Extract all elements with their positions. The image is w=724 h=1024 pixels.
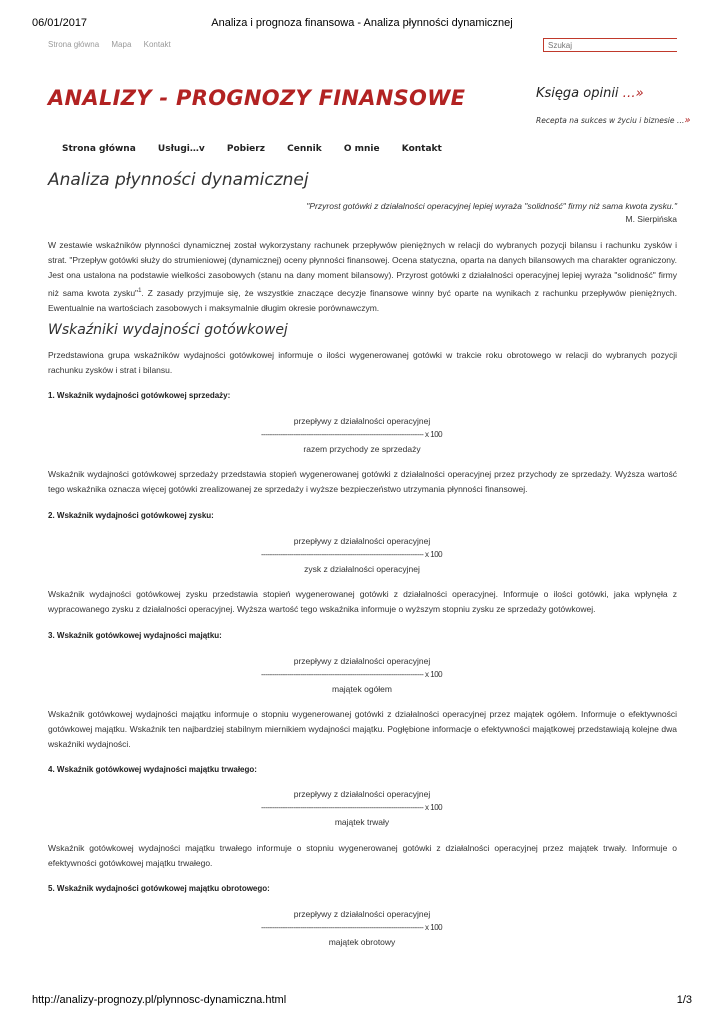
print-page-number: 1/3 — [676, 994, 692, 1006]
formula-numerator: przepływy z działalności operacyjnej — [293, 909, 431, 919]
nav-contact[interactable]: Kontakt — [401, 144, 442, 154]
indicator-description: Wskaźnik wydajności gotówkowej sprzedaży przedstawia stopień wygenerowanej gotówki z działalności operacyjnej przez przychody ze sprzedaży. Wyższa wartość tego wskaźnika oznacza więcej gotówki zrealizowanej ze sprzedaży i wyższe bezpieczeństwo utrzymania płynności finansowej. — [48, 469, 677, 495]
print-url: http://analizy-prognozy.pl/plynnosc-dynamiczna.html — [32, 994, 287, 1006]
recepta-link[interactable] — [536, 115, 691, 126]
section-title: Wskaźniki wydajności gotówkowej — [48, 322, 288, 338]
formula-bar: --------------------------------------------------------------------------- x 100 — [261, 430, 443, 439]
top-nav — [48, 40, 181, 49]
indicator-description: Wskaźnik wydajności gotówkowej zysku przedstawia stopień wygenerowanej gotówki z działalności operacyjnej. Informuje o ilości gotówki, jaka wpłynęła z wypracowanego zysku z działalności operacyjnej. Wyższa wartość tego wskaźnika informuje o wyższym stopniu zysku ze sprzedaży gotówkowej. — [48, 589, 677, 615]
top-nav-contact[interactable]: Kontakt — [143, 40, 171, 49]
indicator-heading: 4. Wskaźnik gotówkowej wydajności majątku trwałego: — [48, 765, 257, 774]
indicator-heading: 2. Wskaźnik wydajności gotówkowej zysku: — [48, 511, 214, 520]
indicator-description: Wskaźnik gotówkowej wydajności majątku trwałego informuje o stopniu wygenerowanej gotówki z działalności operacyjnej przez majątek trwały. Informuje o efektywności gotówkowej majątku trwałego. — [48, 843, 677, 869]
top-nav-home[interactable]: Strona główna — [48, 40, 100, 49]
formula-numerator: przepływy z działalności operacyjnej — [293, 656, 431, 666]
intro-text-2: . Z zasady przyjmuje się, że wszystkie znaczące decyzje finansowe winny być oparte na wynikach z rachunku przepływów pieniężnych. Ewentualnie na wartościach zasobowych i maksymalnie długim okresie porównawczym. — [48, 287, 677, 313]
guestbook-suffix: …» — [618, 86, 644, 101]
formula-denominator: majątek obrotowy — [328, 937, 396, 947]
nav-about[interactable]: O mnie — [343, 144, 380, 154]
top-nav-map[interactable]: Mapa — [111, 40, 132, 49]
quote-author: M. Sierpińska — [625, 214, 677, 224]
formula-bar: --------------------------------------------------------------------------- x 100 — [261, 550, 443, 559]
recepta-suffix: » — [684, 115, 691, 126]
print-date: 06/01/2017 — [32, 17, 88, 29]
formula-denominator: majątek trwały — [334, 817, 390, 827]
indicator-heading: 5. Wskaźnik wydajności gotówkowej majątku obrotowego: — [48, 884, 270, 893]
footnote-ref[interactable]: 1 — [138, 287, 142, 294]
page-title: Analiza płynności dynamicznej — [48, 170, 309, 190]
formula-bar: --------------------------------------------------------------------------- x 100 — [261, 923, 443, 932]
nav-services[interactable]: Usługi…v — [157, 144, 205, 154]
nav-download[interactable]: Pobierz — [226, 144, 265, 154]
indicator-heading: 3. Wskaźnik gotówkowej wydajności majątku: — [48, 631, 222, 640]
formula-bar: --------------------------------------------------------------------------- x 100 — [261, 670, 443, 679]
search-input[interactable] — [543, 38, 677, 52]
intro-paragraph — [48, 238, 677, 316]
formula-numerator: przepływy z działalności operacyjnej — [293, 536, 431, 546]
nav-pricing[interactable]: Cennik — [287, 144, 322, 154]
section-intro: Przedstawiona grupa wskaźników wydajności gotówkowej informuje o ilości wygenerowanej gotówki w trakcie roku obrotowego w relacji do wybranych pozycji rachunku zysków i strat i bilansu. — [48, 350, 677, 376]
recepta-text: Recepta na sukces w życiu i biznesie … — [536, 116, 685, 125]
formula-numerator: przepływy z działalności operacyjnej — [293, 789, 431, 799]
intro-text-1: W zestawie wskaźników płynności dynamicznej został wykorzystany rachunek przepływów pieniężnych w relacji do wybranych pozycji bilansu i rachunku zysków i strat. "Przepływ gotówki służy do strumieniowej (dynamicznej) oceny płynności finansowej. Ocena statyczna, oparta na danych bilansowych ma charakter ograniczony. Jest ona ustalona na podstawie wielkości zasobowych (stanu na dany moment bilansowy). Przyrost gotówki z działalności operacyjnej lepiej wyraża "solidność" firmy niż sama kwota zysku" — [48, 240, 677, 298]
quote: "Przyrost gotówki z działalności operacyjnej lepiej wyraża "solidność" firmy niż sama kwota zysku." — [306, 201, 677, 211]
formula-denominator: zysk z działalności operacyjnej — [304, 564, 420, 574]
guestbook-link[interactable] — [536, 86, 644, 101]
print-title: Analiza i prognoza finansowa - Analiza płynności dynamicznej — [211, 17, 513, 29]
nav-home[interactable]: Strona główna — [62, 144, 136, 154]
indicator-heading: 1. Wskaźnik wydajności gotówkowej sprzedaży: — [48, 391, 231, 400]
formula-denominator: razem przychody ze sprzedaży — [303, 444, 421, 454]
formula-numerator: przepływy z działalności operacyjnej — [293, 416, 431, 426]
formula-bar: --------------------------------------------------------------------------- x 100 — [261, 803, 443, 812]
guestbook-label: Księga opinii — [536, 86, 619, 101]
main-nav — [62, 144, 461, 154]
indicator-description: Wskaźnik gotówkowej wydajności majątku informuje o stopniu wygenerowanej gotówki z działalności operacyjnej przez majątek ogółem. Informuje o efektywności gotówkowej majątku. Wskaźnik ten najbardziej stabilnym miernikiem wydajności majątku. Pogłębione informacje o efektywności majątkowej przedstawiają kolejne dwa wskaźniki wydajności. — [48, 709, 677, 750]
site-title[interactable]: ANALIZY - PROGNOZY FINANSOWE — [48, 86, 466, 110]
formula-denominator: majątek ogółem — [331, 684, 392, 694]
